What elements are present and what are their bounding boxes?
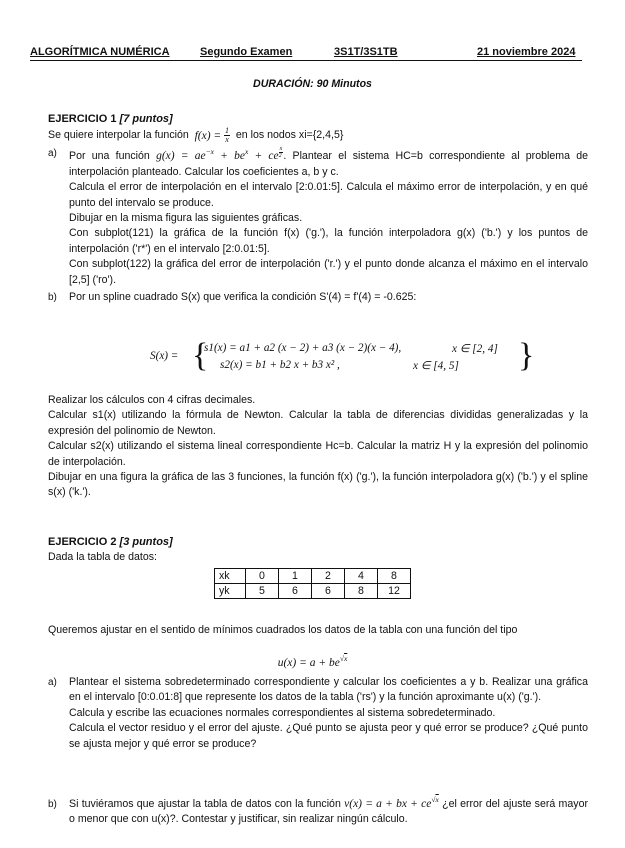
function-g: $g(x) = ae^{-x} + be^x$ + ce $^{\frac{x}{2}}$ bbox=[156, 146, 283, 163]
exercise-1-a-line-3: Con subplot(121) la gráfica de la función f(x) ('g.'), la función interpoladora g(x) ('b.') y los puntos de interpolación ('r*') en el intervalo [2:0.01:5]. bbox=[69, 227, 588, 255]
exercise-1-intro: Se quiere interpolar la función f(x) = $\frac{1}{x}$ en los nodos xi={2,4,5} bbox=[48, 126, 344, 145]
exercise-2-a-line-2: Calcula y escribe las ecuaciones normales correspondientes al sistema sobredeterminado. bbox=[69, 706, 496, 719]
exercise-1-part-a: a) Por una función $g(x) = ae^{-x} + be^x$ + ce $^{\frac{x}{2}}$ . Plantear el sistema HC=b correspondiente al problema de interpolación planteado. Calcular los coeficientes a, b y c. bbox=[48, 146, 588, 178]
exercise-2 bbox=[48, 535, 588, 566]
table-cell: 6 bbox=[279, 584, 312, 599]
table-cell: 1 bbox=[279, 569, 312, 584]
exam-duration: DURACIÓN: 90 Minutos bbox=[253, 78, 372, 90]
exam-groups: 3S1T/3S1TB bbox=[334, 46, 398, 58]
table-cell: 8 bbox=[345, 584, 378, 599]
exam-date: 21 noviembre 2024 bbox=[477, 46, 576, 58]
table-cell: yk bbox=[215, 584, 246, 599]
header-rule bbox=[30, 60, 582, 61]
spline-right-brace: } bbox=[518, 337, 535, 374]
spline-lhs: S(x) = bbox=[150, 350, 179, 362]
exam-name: Segundo Examen bbox=[200, 46, 293, 58]
exercise-1 bbox=[48, 112, 588, 306]
exercise-1-a-line-2: Dibujar en la misma figura las siguientes gráficas. bbox=[69, 212, 303, 225]
table-cell: 0 bbox=[246, 569, 279, 584]
table-row bbox=[215, 569, 411, 584]
exercise-2-part-a: a) Plantear el sistema sobredeterminado correspondiente y calcular los coeficientes a y b. Realizar una gráfica en el intervalo [0:0.01:8] que represente los datos de la tabla ('rs') y la función aproximante u(x) ('g.'). Calcula y escribe las ecuaciones normales correspondientes al sistema sobredeterminado. Calcula el vector residuo y el error del ajuste. ¿Qué punto se ajusta peor y qué error se produce? ¿Qué punto se ajusta mejor y qué error se produce? bbox=[48, 675, 588, 752]
table-cell: 12 bbox=[378, 584, 411, 599]
exercise-2-a-line-3: Calcula el vector residuo y el error del ajuste. ¿Qué punto se ajusta peor y qué error se produce? ¿Qué punto se ajusta mejor y qué error se produce? bbox=[69, 722, 588, 750]
exercise-2-points: [3 puntos] bbox=[119, 536, 173, 548]
table-cell: 6 bbox=[312, 584, 345, 599]
spline-interval-2: x ∈ [4, 5] bbox=[413, 360, 459, 372]
exercise-1-a-line-4: Con subplot(122) la gráfica del error de interpolación ('r.') y el punto donde alcanza el máximo en el intervalo [2,5] ('ro'). bbox=[69, 258, 588, 286]
table-cell: 8 bbox=[378, 569, 411, 584]
spline-piece-2: s2(x) = b1 + b2 x + b3 x² , bbox=[220, 359, 340, 371]
spline-piece-1: s1(x) = a1 + a2 (x − 2) + a3 (x − 2)(x − 4), bbox=[204, 342, 402, 354]
exercise-2-part-b: b) Si tuviéramos que ajustar la tabla de datos con la función v(x) = a + bx + $ce^{√x}$ ¿el error del ajuste será mayor o menor que con u(x)?. Contestar y justificar, sin realizar ningún cálculo. bbox=[48, 795, 588, 826]
exercise-1-heading bbox=[48, 112, 588, 127]
exercise-1-title: EJERCICIO 1 bbox=[48, 113, 117, 125]
spline-definition bbox=[150, 337, 550, 376]
exercise-1-b-line-4: Dibujar en una figura la gráfica de las 3 funciones, la función f(x) ('g.'), la función interpoladora g(x) ('b.') y el spline s(x) ('k.'). bbox=[48, 471, 588, 499]
function-v: v(x) = a + bx + $ce^{√x}$ bbox=[344, 795, 439, 810]
exercise-1-b-line-3: Calcular s2(x) utilizando el sistema lineal correspondiente Hc=b. Calcular la matriz H y la expresión del polinomio de interpolación. bbox=[48, 440, 588, 468]
exercise-2-heading bbox=[48, 535, 588, 550]
table-cell: 4 bbox=[345, 569, 378, 584]
table-row bbox=[215, 584, 411, 599]
function-f: f(x) = $\frac{1}{x}$ bbox=[191, 126, 230, 145]
exercise-2-a-line-1: Plantear el sistema sobredeterminado correspondiente y calcular los coeficientes a y b. Realizar una gráfica en el intervalo [0:0.01:8] que represente los datos de la tabla ('rs') y la función aproximante u(x) ('g.'). bbox=[69, 676, 588, 704]
spline-interval-1: x ∈ [2, 4] bbox=[452, 343, 498, 355]
exercise-2-fit-text: Queremos ajustar en el sentido de mínimos cuadrados los datos de la tabla con una función del tipo bbox=[48, 624, 518, 636]
table-cell: 2 bbox=[312, 569, 345, 584]
exercise-1-a-line-1: Calcula el error de interpolación en el intervalo [2:0.01:5]. Calcula el máximo error de interpolación, y en qué punto del intervalo se produce. bbox=[69, 181, 588, 209]
table-cell: 5 bbox=[246, 584, 279, 599]
exercise-1-b-details bbox=[48, 393, 588, 501]
exercise-1-points: [7 puntos] bbox=[119, 113, 173, 125]
exercise-2-intro: Dada la tabla de datos: bbox=[48, 551, 157, 564]
spline-left-brace: { bbox=[192, 337, 209, 374]
exercise-1-b-line-2: Calcular s1(x) utilizando la fórmula de Newton. Calcular la tabla de diferencias divididas generalizadas y la expresión del polinomio de Newton. bbox=[48, 409, 588, 437]
course-name: ALGORÍTMICA NUMÉRICA bbox=[30, 46, 170, 58]
data-table bbox=[214, 568, 411, 599]
exercise-1-part-b: b) Por un spline cuadrado S(x) que verifica la condición S'(4) = f'(4) = -0.625: bbox=[48, 291, 417, 304]
function-u: $u(x) = a + be^{√x}$ bbox=[277, 654, 348, 669]
table-cell: xk bbox=[215, 569, 246, 584]
exercise-2-title: EJERCICIO 2 bbox=[48, 536, 117, 548]
exercise-1-b-line-1: Realizar los cálculos con 4 cifras decimales. bbox=[48, 394, 256, 406]
